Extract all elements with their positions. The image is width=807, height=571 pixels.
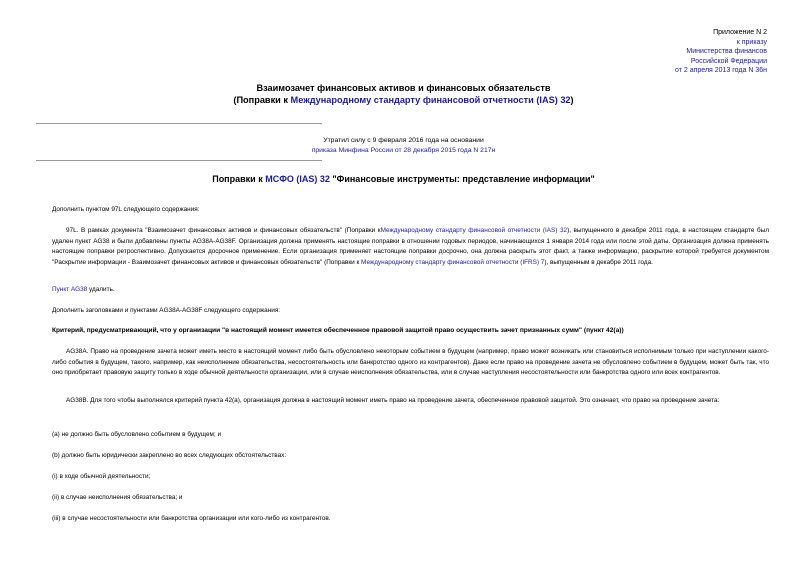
document-title [0,82,807,106]
paragraph-intro: Дополнить пунктом 97L следующего содержания: [52,206,200,213]
heading-prefix: Поправки к [212,174,266,184]
status-order-link[interactable]: приказа Минфина России от 28 декабря 2015 года N 217н [311,147,496,154]
title-suffix: ) [570,95,574,105]
criterion-heading: Критерий, предусматривающий, что у организации "в настоящий момент имеется обеспеченное правовой защитой право осуществить зачет признанных сумм" (пункт 42(a)) [52,327,624,334]
annex-date-link[interactable]: от 2 апреля 2013 года N 36н [674,67,767,75]
status-line-1: Утратил силу с 9 февраля 2016 года на основании [323,137,484,144]
annex-number: Приложение N 2 [713,29,767,36]
p97l-text-a: 97L. В рамках документа "Взаимозачет финансовых активов и финансовых обязательств" (Поправки к [66,227,381,234]
divider-bottom [36,160,322,161]
p97l-text-c: ), выпущенным в декабре 2011 года. [544,258,653,266]
divider-top [36,123,322,124]
title-line-2 [0,94,807,106]
annex-ministry-link[interactable]: Министерства финансов [686,48,767,56]
title-line-1: Взаимозачет финансовых активов и финансовых обязательств [256,83,551,93]
list-item-ii: (ii) в случае неисполнения обязательства; и [52,494,183,501]
heading-suffix: "Финансовые инструменты: представление информации" [329,174,595,184]
paragraph-ag38b: AG38B. Для того чтобы выполнялся критерий пункта 42(a), организация должна в настоящий момент иметь право на проведение зачета, обеспеченное правовой защитой. Это означает, что право на проведение зачета: [66,397,720,404]
msfo-ias32-link[interactable]: МСФО (IAS) 32 [265,174,330,184]
title-prefix: (Поправки к [233,95,291,105]
paragraph-ag38-delete [52,285,769,296]
list-item-iii: (iii) в случае несостоятельности или банкротства организации или кого-либо из контрагентов. [52,515,331,522]
annex-order-link[interactable]: к приказу [736,38,767,46]
status-note [0,136,807,156]
ag38-delete-text: удалить. [87,286,115,293]
ias32-link[interactable]: Международному стандарту финансовой отчетности (IAS) 32 [290,95,571,105]
paragraph-add-headings: Дополнить заголовками и пунктами AG38A-AG38F следующего содержания: [52,307,281,314]
paragraph-97l [52,226,769,268]
section-heading [0,174,807,184]
ag38-link[interactable]: Пункт AG38 [52,286,88,293]
list-item-a: (a) не должно быть обусловлено событием в будущем; и [52,431,222,438]
p97l-text-b: ), выпущенного в декабре 2011 года, в настоящем стандарте был удален пункт AG38 и были добавлены пункты AG38A-AG38F. Организация должна применять настоящие поправки в отношении годовых периодов, начинающихся 1 января 2014 года или после этой даты. Организация должна применять настоящие поправки ретроспективно. Допускается досрочное применение. Если организация применяет настоящие поправки досрочно, она должна раскрыть этот факт, а также информацию, раскрытие которой требуется документом "Раскрытие информации - Взаимозачет финансовых активов и финансовых обязательств" (Поправки к [52,227,769,266]
list-item-i: (i) в ходе обычной деятельности; [52,473,151,480]
annex-header [675,28,767,76]
ias32-inline-link[interactable]: Международному стандарту финансовой отчетности (IAS) 32 [380,227,568,234]
list-item-b: (b) должно быть юридически закреплено во всех следующих обстоятельствах: [52,452,287,459]
paragraph-ag38a: AG38A. Право на проведение зачета может иметь место в настоящий момент либо быть обусловлено некоторым событием в будущем (например, право может возникать или становиться исполнимым только при наступлении какого-либо события в будущем, такого, например, как неисполнение обязательства, несостоятельность или банкротство одного из контрагентов). Даже если право на проведение зачета не обусловлено событием в будущем, может быть так, что оно приобретает правовую защиту только в ходе обычной деятельности организации, или в случае неисполнения обязательства, или в случае наступления несостоятельности или банкротства одного или всех контрагентов. [52,348,769,377]
ifrs7-link[interactable]: Международному стандарту финансовой отчетности (IFRS) 7 [361,258,545,266]
annex-federation-link[interactable]: Российской Федерации [690,57,767,65]
